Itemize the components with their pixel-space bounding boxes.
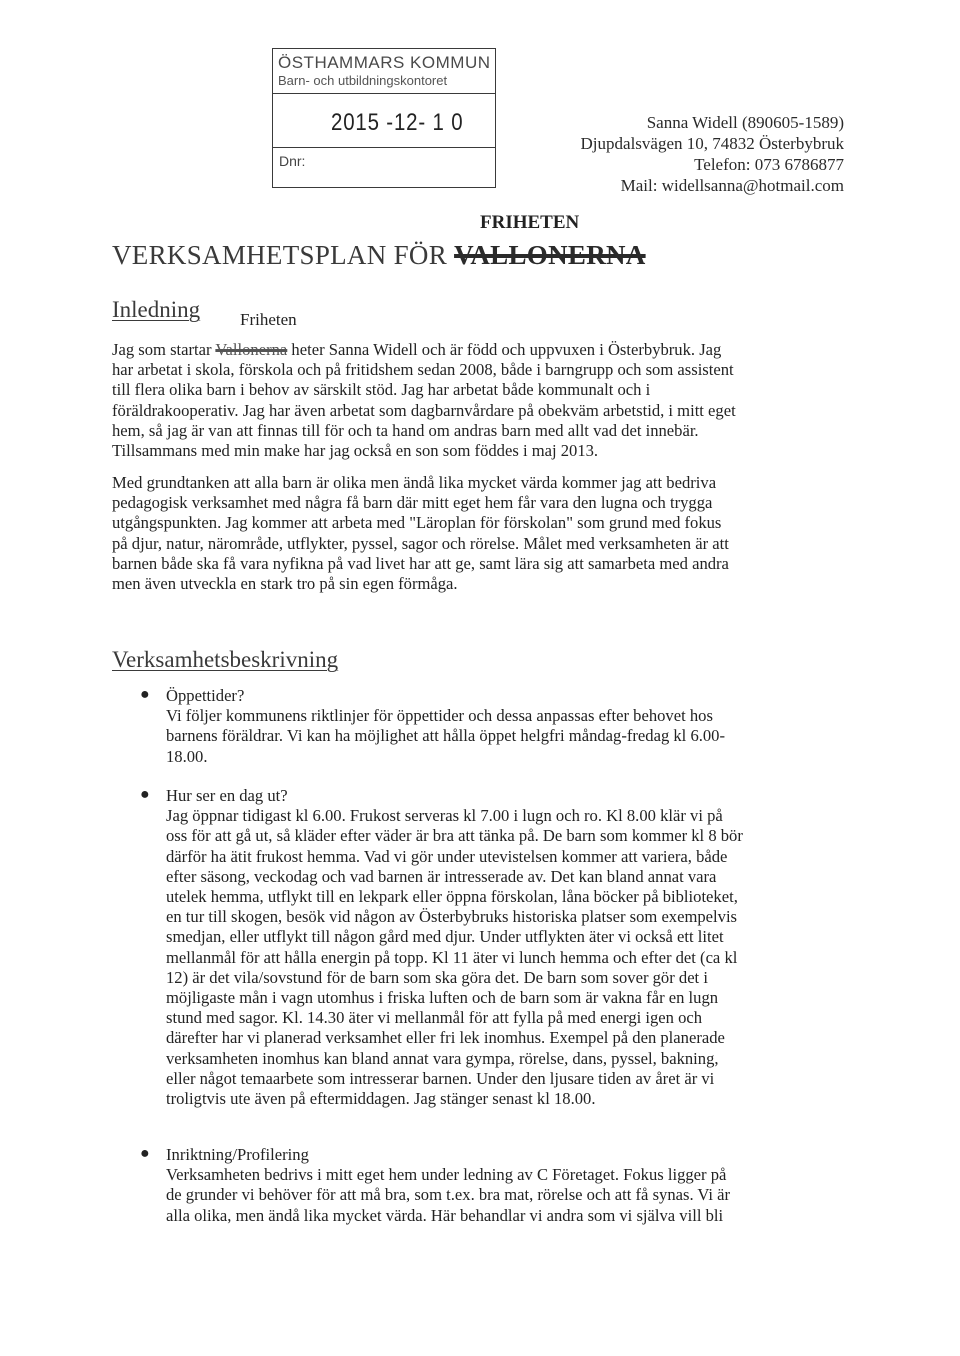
bullet-line: stund med sagor. Kl. 14.30 äter vi mellanmål för att fylla på med energi igen och xyxy=(166,1008,703,1028)
section-heading-verksamhetsbeskrivning: Verksamhetsbeskrivning xyxy=(112,647,339,672)
sender-address-block xyxy=(581,112,844,196)
bullet-line: de grunder vi behöver för att må bra, som t.ex. bra mat, rörelse och att få synas. Vi är xyxy=(166,1185,731,1205)
bullet-line: därefter har vi planerad verksamhet eller fri lek inomhus. Exempel på den planerade xyxy=(166,1028,725,1048)
document-title xyxy=(112,240,646,271)
handwritten-title-correction: FRIHETEN xyxy=(480,212,580,233)
bullet-line: eller något temaarbete som intresserar barnen. Under den ljusare tiden av året är vi xyxy=(166,1068,715,1088)
bullet-line: därför ha ätit frukost hemma. Vad vi gör under utevistelsen kommer att variera, både xyxy=(166,846,728,866)
bullet-icon: ● xyxy=(140,786,150,803)
paragraph-line xyxy=(112,340,852,360)
line-segment: heter Sanna Widell och är född och uppvuxen i Österbybruk. Jag xyxy=(287,340,722,359)
paragraph-line: föräldrakooperativ. Jag har även arbetat som dagbarnvårdare på obekväm arbetstid, i mitt eget xyxy=(112,400,736,420)
stamp-dnr-label: Dnr: xyxy=(279,153,306,169)
bullet-icon: ● xyxy=(140,686,150,703)
bullet-title: Inriktning/Profilering xyxy=(166,1145,309,1164)
title-prefix: VERKSAMHETSPLAN FÖR xyxy=(112,240,447,270)
registration-stamp xyxy=(272,48,496,188)
bullet-line: alla olika, men ändå lika mycket värda. Här behandlar vi andra som vi själva vill bli xyxy=(166,1205,724,1225)
paragraph-line: utgångspunkten. Jag kommer att arbeta med "Läroplan för förskolan" som grund med fokus xyxy=(112,513,722,533)
bullet-line: möjligaste mån i vagn utomhus i friska luften och de barn som är vakna får en lugn xyxy=(166,988,719,1008)
section-heading-inledning: Inledning xyxy=(112,297,201,322)
bullet-line: Vi följer kommunens riktlinjer för öppettider och dessa anpassas efter behovet hos xyxy=(166,706,713,726)
bullet-item-inriktning xyxy=(166,1145,856,1226)
paragraph-line: har arbetat i skola, förskola och på fritidshem sedan 2008, både i barngrupp och som assistent xyxy=(112,360,734,380)
bullet-line: 18.00. xyxy=(166,746,208,766)
bullet-item-hur-ser-en-dag-ut xyxy=(166,786,856,1109)
bullet-line: troligtvis ute även på eftermiddagen. Jag stänger senast kl 18.00. xyxy=(166,1089,596,1109)
paragraph-line: Tillsammans med min make har jag också en son som föddes i maj 2013. xyxy=(112,441,599,461)
struck-name: Vallonerna xyxy=(215,340,288,359)
bullet-line: mellanmål för att hålla energin på topp. Kl 11 äter vi lunch hemma och efter det (ca kl xyxy=(166,947,738,967)
bullet-line: 12) är det vila/sovstund för de barn som ska göra det. De barn som sover gör det i xyxy=(166,967,708,987)
stamp-date: 2015 -12- 1 0 xyxy=(331,109,464,136)
bullet-line: smedjan, eller utflykt till någon gård med djur. Under utflykten äter vi också ett litet xyxy=(166,927,724,947)
bullet-item-oppettider xyxy=(166,686,856,767)
bullet-line: Verksamheten bedrivs i mitt eget hem under ledning av C Företaget. Fokus ligger på xyxy=(166,1165,727,1185)
paragraph-line: pedagogisk verksamhet med några få barn där mitt eget hem får vara den lugna och trygga xyxy=(112,493,713,513)
sender-phone: Telefon: 073 6786877 xyxy=(694,155,844,174)
paragraph-line: på djur, natur, närområde, utflykter, pyssel, sagor och rörelse. Målet med verksamheten är att xyxy=(112,533,729,553)
paragraph-line: Med grundtanken att alla barn är olika men ändå lika mycket värda kommer jag att bedriva xyxy=(112,473,717,492)
paragraph-line: hem, så jag är van att finnas till för och ta hand om andras barn med allt vad det innebär. xyxy=(112,420,699,440)
grundtanke-paragraph xyxy=(112,473,852,594)
stamp-divider xyxy=(273,93,495,94)
sender-address: Djupdalsvägen 10, 74832 Österbybruk xyxy=(580,134,844,153)
stamp-divider xyxy=(273,147,495,148)
bullet-title: Hur ser en dag ut? xyxy=(166,786,288,805)
bullet-icon: ● xyxy=(140,1145,150,1162)
bullet-line: barnens föräldrar. Vi kan ha möjlighet att hålla öppet helgfri måndag-fredag kl 6.00- xyxy=(166,726,726,746)
bullet-line: en tur till skogen, besök vid någon av Österbybruks historiska platser som exempelvis xyxy=(166,907,738,927)
intro-paragraph xyxy=(112,340,852,461)
bullet-line: verksamheten inomhus kan bland annat vara gympa, rörelse, dans, pyssel, bakning, xyxy=(166,1048,719,1068)
paragraph-line: till flera olika barn i behov av särskilt stöd. Jag har arbetat både kommunalt och i xyxy=(112,380,651,400)
line-segment: Jag som startar xyxy=(112,340,216,359)
paragraph-line: men även utveckla en stark tro på sin egen förmåga. xyxy=(112,574,458,594)
stamp-organization: ÖSTHAMMARS KOMMUN xyxy=(278,53,491,72)
bullet-line: utelek hemma, utflykt till en lekpark eller öppna förskolan, låna böcker på biblioteket, xyxy=(166,887,738,907)
paragraph-line: barnen både ska få vara nyfikna på vad livet har att ge, samt lära sig att samarbeta med andra xyxy=(112,553,729,573)
bullet-line: oss för att gå ut, så kläder efter väder är bra att tänka på. De barn som kommer kl 8 bör xyxy=(166,826,743,846)
bullet-title: Öppettider? xyxy=(166,686,245,705)
sender-email: Mail: widellsanna@hotmail.com xyxy=(620,176,844,195)
sender-name: Sanna Widell (890605-1589) xyxy=(646,113,844,132)
title-struck-name: VALLONERNA xyxy=(454,240,646,270)
bullet-line: Jag öppnar tidigast kl 6.00. Frukost serveras kl 7.00 i lugn och ro. Kl 8.00 klär vi på xyxy=(166,806,723,826)
bullet-line: efter säsong, veckodag och vad barnen är intresserade av. Det kan bland annat vara xyxy=(166,866,717,886)
stamp-department: Barn- och utbildningskontoret xyxy=(278,73,448,88)
handwritten-name-note: Friheten xyxy=(240,310,297,329)
